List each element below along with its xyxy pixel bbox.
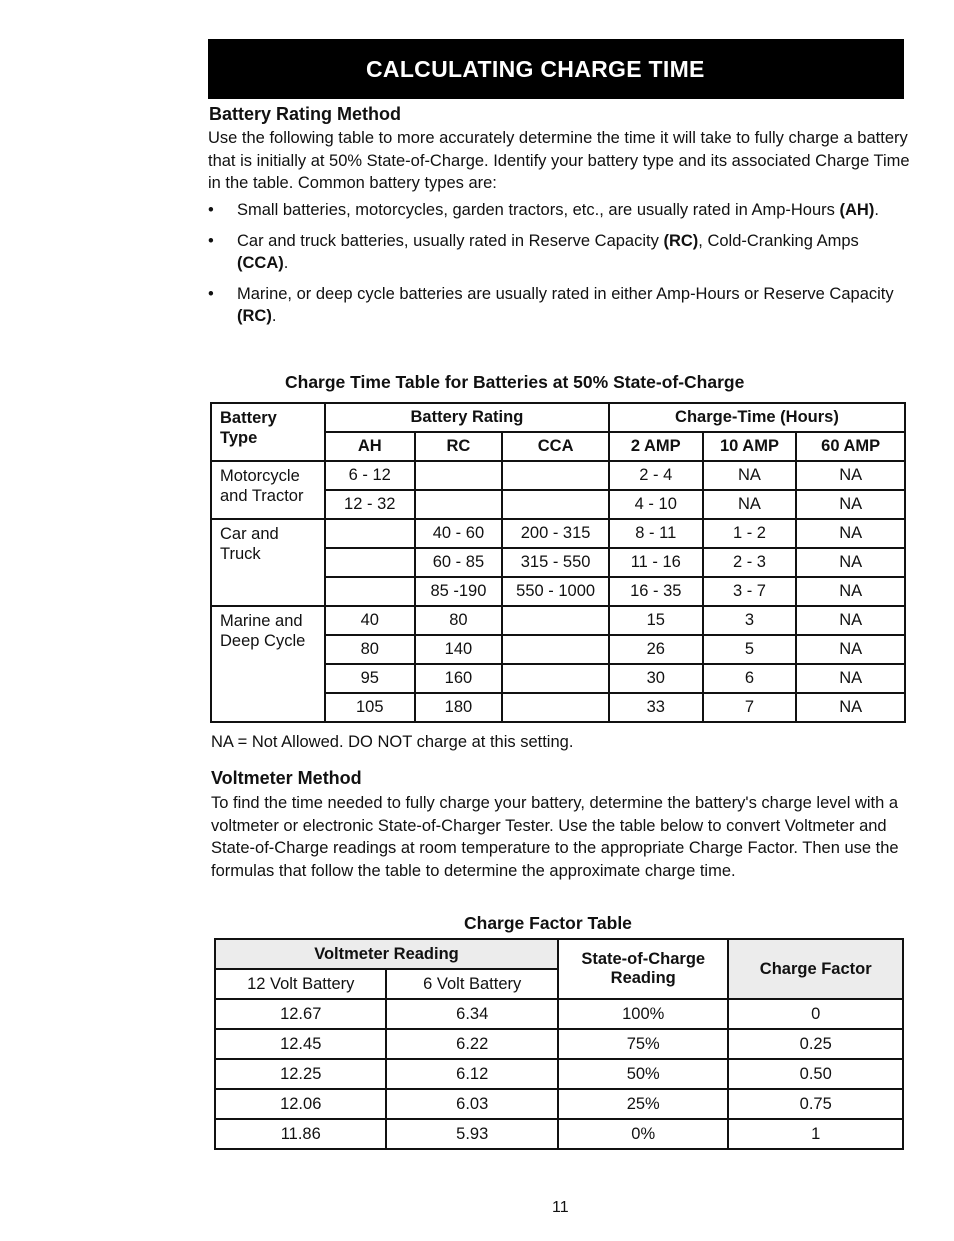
table-cell: NA: [796, 606, 905, 635]
table-cell: 6.34: [386, 999, 557, 1029]
bullet-icon: •: [208, 201, 214, 219]
battery-type-list: [208, 199, 913, 336]
table-cell: 80: [325, 635, 415, 664]
table-row: [211, 606, 905, 635]
voltmeter-intro: To find the time needed to fully charge your battery, determine the battery's charge level with a voltmeter or electronic State-of-Charger Tester. Use the table below to convert Voltmeter and State-of-Charge readings at room temperature to the appropriate Charge Factor. Then use the formulas that follow the table to determine the approximate charge time.: [211, 794, 899, 880]
table-cell: 85 -190: [415, 577, 503, 606]
charge-factor-table-body: [215, 999, 903, 1149]
table-cell: 6.03: [386, 1089, 557, 1119]
charge-time-table: [210, 402, 906, 723]
table-cell: 5.93: [386, 1119, 557, 1149]
header-ah: AH: [325, 432, 415, 461]
table-cell: 2 - 4: [609, 461, 703, 490]
table-cell: 0.25: [728, 1029, 903, 1059]
table-cell: NA: [796, 693, 905, 722]
table-cell: 12.06: [215, 1089, 386, 1119]
table-cell: 160: [415, 664, 503, 693]
header-cca: CCA: [502, 432, 609, 461]
table-cell: NA: [796, 635, 905, 664]
table-cell: 7: [703, 693, 797, 722]
table-cell: 315 - 550: [502, 548, 609, 577]
header-voltmeter-reading: Voltmeter Reading: [215, 939, 558, 969]
table-row: [215, 1059, 903, 1089]
table-cell: 6.22: [386, 1029, 557, 1059]
table-cell: NA: [703, 490, 797, 519]
header-6-volt: 6 Volt Battery: [386, 969, 557, 999]
table-cell: 75%: [558, 1029, 729, 1059]
table-cell: [502, 635, 609, 664]
table-cell: 1 - 2: [703, 519, 797, 548]
charge-factor-table: [214, 938, 904, 1150]
list-item: • Marine, or deep cycle batteries are usually rated in either Amp-Hours or Reserve Capacity (RC).: [208, 285, 894, 325]
table-cell: 0: [728, 999, 903, 1029]
header-state-of-charge: State-of-Charge Reading: [558, 939, 729, 999]
table-cell: 105: [325, 693, 415, 722]
table-row: [211, 461, 905, 490]
table-cell: 200 - 315: [502, 519, 609, 548]
table-cell: 5: [703, 635, 797, 664]
charge-time-table-body: [211, 461, 905, 722]
table-cell: [502, 606, 609, 635]
table-cell: 26: [609, 635, 703, 664]
bullet-icon: •: [208, 232, 214, 250]
table-cell: 550 - 1000: [502, 577, 609, 606]
table-cell: 50%: [558, 1059, 729, 1089]
table-cell: NA: [796, 490, 905, 519]
table-cell: 180: [415, 693, 503, 722]
table-cell: [415, 461, 503, 490]
battery-type-cell: Car and Truck: [211, 519, 325, 606]
page-banner: CALCULATING CHARGE TIME: [208, 39, 904, 99]
table-cell: 3: [703, 606, 797, 635]
table-cell: 11.86: [215, 1119, 386, 1149]
header-rc: RC: [415, 432, 503, 461]
battery-rating-intro: Use the following table to more accurately determine the time it will take to fully charge a battery that is initially at 50% State-of-Charge. Identify your battery type and its associated Charge Time in the table. Common battery types are:: [208, 129, 910, 192]
table-cell: 1: [728, 1119, 903, 1149]
table-cell: 0.50: [728, 1059, 903, 1089]
table-cell: 140: [415, 635, 503, 664]
charge-factor-table-caption: Charge Factor Table: [464, 913, 632, 933]
table-cell: NA: [796, 548, 905, 577]
table-cell: 30: [609, 664, 703, 693]
table-cell: 4 - 10: [609, 490, 703, 519]
table-cell: [502, 693, 609, 722]
header-10-amp: 10 AMP: [703, 432, 797, 461]
table-cell: 0%: [558, 1119, 729, 1149]
table-cell: NA: [796, 519, 905, 548]
header-battery-rating: Battery Rating: [325, 403, 609, 432]
battery-type-cell: Marine and Deep Cycle: [211, 606, 325, 722]
table-cell: 12.67: [215, 999, 386, 1029]
table-cell: NA: [796, 664, 905, 693]
table-cell: 40 - 60: [415, 519, 503, 548]
table-cell: NA: [796, 461, 905, 490]
table-cell: 60 - 85: [415, 548, 503, 577]
table-row: [215, 1029, 903, 1059]
header-60-amp: 60 AMP: [796, 432, 905, 461]
table-cell: 2 - 3: [703, 548, 797, 577]
charge-time-table-caption: Charge Time Table for Batteries at 50% State-of-Charge: [285, 372, 745, 392]
table-cell: NA: [703, 461, 797, 490]
table-cell: [502, 461, 609, 490]
table-cell: [502, 490, 609, 519]
table-cell: [502, 664, 609, 693]
table-cell: [415, 490, 503, 519]
list-item: • Car and truck batteries, usually rated in Reserve Capacity (RC), Cold-Cranking Amps (CCA).: [208, 232, 859, 272]
table-cell: 6: [703, 664, 797, 693]
voltmeter-heading: Voltmeter Method: [211, 768, 362, 788]
list-item: • Small batteries, motorcycles, garden tractors, etc., are usually rated in Amp-Hours (AH).: [208, 201, 879, 219]
table-cell: [325, 519, 415, 548]
table-cell: 6 - 12: [325, 461, 415, 490]
table-cell: 12 - 32: [325, 490, 415, 519]
table-cell: 8 - 11: [609, 519, 703, 548]
table-cell: 15: [609, 606, 703, 635]
table-cell: 33: [609, 693, 703, 722]
table-cell: 25%: [558, 1089, 729, 1119]
table-row: [215, 999, 903, 1029]
table-row: [211, 519, 905, 548]
table-cell: 16 - 35: [609, 577, 703, 606]
table-cell: NA: [796, 577, 905, 606]
battery-type-cell: Motorcycle and Tractor: [211, 461, 325, 519]
table-cell: 12.45: [215, 1029, 386, 1059]
header-charge-factor: Charge Factor: [728, 939, 903, 999]
table-cell: [325, 577, 415, 606]
table-cell: 80: [415, 606, 503, 635]
header-2-amp: 2 AMP: [609, 432, 703, 461]
table-cell: 100%: [558, 999, 729, 1029]
table-cell: 12.25: [215, 1059, 386, 1089]
table-cell: [325, 548, 415, 577]
header-battery-type: Battery Type: [211, 403, 325, 461]
table-cell: 95: [325, 664, 415, 693]
table-row: [215, 1119, 903, 1149]
na-note: NA = Not Allowed. DO NOT charge at this setting.: [211, 733, 574, 751]
header-12-volt: 12 Volt Battery: [215, 969, 386, 999]
table-cell: 6.12: [386, 1059, 557, 1089]
bullet-icon: •: [208, 285, 214, 303]
page-number: 11: [552, 1199, 569, 1216]
table-cell: 0.75: [728, 1089, 903, 1119]
table-cell: 11 - 16: [609, 548, 703, 577]
header-charge-time: Charge-Time (Hours): [609, 403, 905, 432]
table-cell: 40: [325, 606, 415, 635]
battery-rating-heading: Battery Rating Method: [209, 104, 402, 124]
table-cell: 3 - 7: [703, 577, 797, 606]
table-row: [215, 1089, 903, 1119]
